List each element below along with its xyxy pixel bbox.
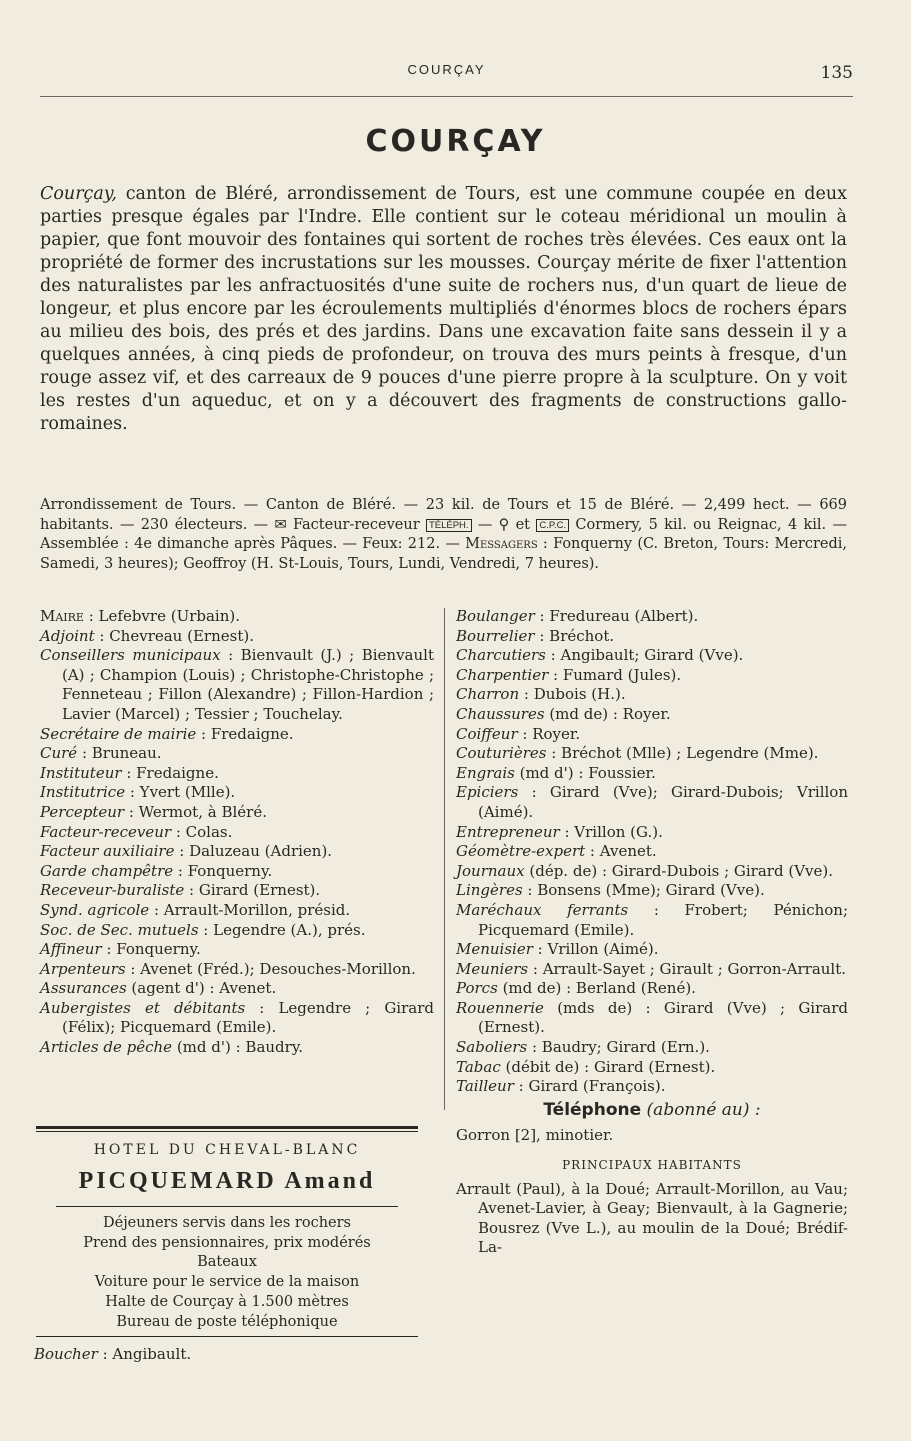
directory-entry xyxy=(40,842,434,862)
directory-entry xyxy=(456,764,848,784)
info-part-3: Cormery, 5 kil. ou Reignac, 4 kil. — Assemblée : 4e dimanche après Pâques. — Feux: 212. — xyxy=(40,516,847,552)
entry-value: : Legendre ; Girard (Félix); Picquemard (Emile). xyxy=(62,998,434,1037)
entry-label: Engrais xyxy=(456,763,515,782)
info-part-1: Arrondissement de Tours. — Canton de Bléré. — 23 kil. de Tours et 15 de Bléré. — 2,499 hect. — 669 habitants. — 230 électeurs. — ✉ Facteur-receveur xyxy=(40,497,847,533)
entry-label: Saboliers xyxy=(456,1038,528,1057)
entry-label: Conseillers municipaux xyxy=(40,646,221,665)
entry-label: Synd. agricole xyxy=(40,900,150,919)
entry-label: Facteur auxiliaire xyxy=(40,842,175,861)
entry-label: Soc. de Sec. mutuels xyxy=(40,920,199,939)
entry-value: : Yvert (Mlle). xyxy=(125,783,236,802)
boucher-entry xyxy=(34,1345,428,1365)
entry-label: Menuisier xyxy=(456,940,533,959)
directory-entry xyxy=(456,744,848,764)
habitants-heading: PRINCIPAUX HABITANTS xyxy=(562,1158,742,1173)
entry-value: : Girard (François). xyxy=(513,1077,666,1096)
directory-entry xyxy=(40,960,434,980)
entry-value: : Daluzeau (Adrien). xyxy=(174,842,333,861)
entry-value: : Angibault; Girard (Vve). xyxy=(545,646,744,665)
entry-label: Garde champêtre xyxy=(40,861,174,880)
entry-value: : Girard (Vve); Girard-Dubois; Vrillon (Aimé). xyxy=(478,783,848,821)
directory-entry xyxy=(456,1058,848,1078)
entry-label: Tabac xyxy=(456,1057,501,1076)
ad-line: Voiture pour le service de la maison xyxy=(94,1274,360,1291)
entry-label: Epiciers xyxy=(456,783,519,802)
messagers-label: Messagers xyxy=(465,536,538,552)
directory-entry xyxy=(456,1038,848,1058)
entry-label: Coiffeur xyxy=(456,724,518,743)
entry-value: : Wermot, à Bléré. xyxy=(124,802,267,821)
entry-label: Percepteur xyxy=(40,802,125,821)
ad-line: Halte de Courçay à 1.500 mètres xyxy=(105,1293,349,1310)
ad-hotel-name: HOTEL DU CHEVAL-BLANC xyxy=(93,1142,361,1158)
entry-value: : Arrault-Sayet ; Girault ; Gorron-Arrault. xyxy=(528,959,847,978)
page-number: 135 xyxy=(820,63,853,83)
entry-value: : Fredureau (Albert). xyxy=(534,607,699,625)
entry-label: Charpentier xyxy=(456,665,549,684)
entry-value: : Colas. xyxy=(171,822,233,841)
entry-value: : Girard (Ernest). xyxy=(184,881,321,900)
entry-value: : Bonsens (Mme); Girard (Vve). xyxy=(522,881,765,900)
directory-entry xyxy=(456,627,848,647)
right-column xyxy=(456,607,848,1258)
habitants-text: Arrault (Paul), à la Doué; Arrault-Morillon, au Vau; Avenet-Lavier, à Geay; Bienvault, à la Gagnerie; Bousrez (Vve L.), au moulin de la Doué; Brédif-La- xyxy=(456,1179,848,1257)
telephone-entry: Gorron [2], minotier. xyxy=(456,1126,614,1145)
entry-value: : Vrillon (G.). xyxy=(559,822,663,841)
entry-label: Institutrice xyxy=(40,783,126,802)
entry-value: : Avenet. xyxy=(585,842,657,861)
entry-label: Assurances xyxy=(40,979,127,998)
telephone-heading-title: Téléphone xyxy=(543,1099,642,1120)
entry-label: Arpenteurs xyxy=(40,959,126,978)
ad-rule-mid xyxy=(56,1206,398,1207)
column-divider xyxy=(444,608,445,1110)
ad-lines xyxy=(36,1214,418,1332)
intro-lead: Courçay, xyxy=(40,184,117,204)
entry-label: Tailleur xyxy=(456,1077,514,1096)
intro-text: canton de Bléré, arrondissement de Tours, est une commune coupée en deux parties presque égales par l'Indre. Elle contient sur le coteau méridional un moulin à papier, que font mouvoir des fontaines qui sortent de roches très élevées. Ces eaux ont la propriété de former des incrustations sur les mousses. Courçay mérite de fixer l'attention des naturalistes par les anfractuosités d'une suite de rochers nus, d'un quart de lieue de longeur, et plus encore par les écroulements multipliés d'énormes blocs de rochers épars au milieu des bois, des prés et des jardins. Dans une excavation faite sans dessein il y a quelques années, à cinq pieds de profondeur, on trouva des murs peints à fresque, d'un rouge assez vif, et des carreaux de 9 pouces d'une pierre propre à la sculpture. On y voit les restes d'un aqueduc, et on y a découvert des fragments de constructions gallo-romaines. xyxy=(40,184,847,434)
entry-value: : Fredaigne. xyxy=(121,763,219,782)
entry-value: (md de) : Royer. xyxy=(544,704,671,723)
directory-entry xyxy=(456,940,848,960)
entry-value: : Bienvault (J.) ; Bienvault (A) ; Champion (Louis) ; Christophe-Christophe ; Fenneteau ; Fillon (Alexandre) ; Fillon-Hardion ; Lavier (Marcel) ; Tessier ; Touchelay. xyxy=(62,646,434,723)
directory-entry xyxy=(456,862,848,882)
entry-label: Boulanger xyxy=(456,607,535,625)
entry-value: (mds de) : Girard (Vve) ; Girard (Ernest). xyxy=(478,998,848,1037)
entry-label: Curé xyxy=(40,744,78,763)
entry-label: Adjoint xyxy=(40,626,95,645)
directory-entry xyxy=(456,646,848,666)
intro-paragraph xyxy=(40,183,847,436)
ad-rule-bottom xyxy=(36,1336,418,1337)
entry-value: : Lefebvre (Urbain). xyxy=(83,607,241,625)
directory-entry xyxy=(456,881,848,901)
directory-entry xyxy=(40,764,434,784)
hotel-advertisement xyxy=(36,1126,418,1354)
directory-entry xyxy=(456,725,848,745)
directory-entry xyxy=(40,999,434,1038)
entry-value: : Arrault-Morillon, présid. xyxy=(149,900,351,919)
cpc-box: C.P.C. xyxy=(536,519,569,532)
info-part-4: : Fonquerny (C. Breton, Tours: Mercredi, Samedi, 3 heures); Geoffroy (H. St-Louis, Tours, Lundi, Vendredi, 7 heures). xyxy=(40,536,847,572)
entry-label: Aubergistes et débitants xyxy=(40,998,246,1017)
entry-value: : Avenet (Fréd.); Desouches-Morillon. xyxy=(125,959,416,978)
directory-entry xyxy=(40,979,434,999)
directory-entry xyxy=(456,823,848,843)
entry-value: : Baudry; Girard (Ern.). xyxy=(527,1038,710,1057)
right-entries xyxy=(456,607,848,1097)
entry-label: Bourrelier xyxy=(456,626,535,645)
directory-entry xyxy=(40,881,434,901)
entry-label: Charcutiers xyxy=(456,646,546,665)
directory-entry xyxy=(40,921,434,941)
entry-label: Meuniers xyxy=(456,959,529,978)
entry-value: : Fonquerny. xyxy=(173,861,273,880)
entry-label: Couturières xyxy=(456,744,547,763)
entry-value: : Bréchot (Mlle) ; Legendre (Mme). xyxy=(546,744,819,763)
ad-rule-top xyxy=(36,1126,418,1129)
directory-entry xyxy=(40,627,434,647)
directory-entry xyxy=(40,646,434,724)
telephone-box: TÉLÉPH. xyxy=(426,519,472,532)
entry-label: Boucher xyxy=(34,1345,98,1363)
entry-label: Lingères xyxy=(456,881,523,900)
entry-value: : Angibault. xyxy=(97,1345,192,1363)
entry-value: (débit de) : Girard (Ernest). xyxy=(500,1057,716,1076)
entry-value: : Royer. xyxy=(517,724,581,743)
telephone-heading-sub: (abonné au) : xyxy=(646,1099,761,1120)
directory-entry xyxy=(456,783,848,822)
directory-entry xyxy=(456,842,848,862)
directory-entry xyxy=(40,823,434,843)
entry-label: Géomètre-expert xyxy=(456,842,586,861)
directory-entry xyxy=(40,725,434,745)
directory-entry xyxy=(40,862,434,882)
directory-entry xyxy=(456,979,848,999)
entry-label: Articles de pêche xyxy=(40,1038,173,1057)
directory-entry xyxy=(456,705,848,725)
directory-entry xyxy=(40,901,434,921)
entry-label: Facteur-receveur xyxy=(40,822,172,841)
entry-label: Charron xyxy=(456,685,520,704)
info-part-2: — ⚲ et xyxy=(471,516,537,533)
entry-label: Entrepreneur xyxy=(456,822,560,841)
directory-entry xyxy=(456,999,848,1038)
entry-value: (md de) : Berland (René). xyxy=(497,979,696,998)
entry-value: (dép. de) : Girard-Dubois ; Girard (Vve). xyxy=(524,861,833,880)
entry-label: Receveur-buraliste xyxy=(40,881,185,900)
telephone-heading xyxy=(456,1101,848,1121)
entry-label: Rouennerie xyxy=(456,998,544,1017)
running-header xyxy=(40,60,853,97)
entry-value: : Vrillon (Aimé). xyxy=(532,940,659,959)
entry-label: Journaux xyxy=(456,861,525,880)
page-title: COURÇAY xyxy=(365,124,546,159)
entry-value: : Bruneau. xyxy=(77,744,162,763)
ad-line: Prend des pensionnaires, prix modérés xyxy=(83,1234,371,1251)
entry-label: Chaussures xyxy=(456,704,545,723)
directory-entry xyxy=(456,607,848,627)
entry-value: : Frobert; Pénichon; Picquemard (Emile). xyxy=(478,900,849,939)
entry-value: (md d') : Foussier. xyxy=(514,763,656,782)
entry-value: : Chevreau (Ernest). xyxy=(94,626,254,645)
directory-entry xyxy=(456,901,848,940)
directory-entry xyxy=(456,1077,848,1097)
directory-entry xyxy=(456,666,848,686)
directory-entry xyxy=(40,1038,434,1058)
entry-value: : Bréchot. xyxy=(534,626,615,645)
entry-label: Maire xyxy=(40,607,84,625)
ad-line: Déjeuners servis dans les rochers xyxy=(102,1215,351,1231)
entry-value: : Dubois (H.). xyxy=(519,685,626,704)
entry-label: Affineur xyxy=(40,940,102,959)
entry-value: : Legendre (A.), prés. xyxy=(198,920,366,939)
entry-value: : Fumard (Jules). xyxy=(548,665,682,684)
info-paragraph xyxy=(40,496,847,574)
entry-label: Maréchaux ferrants xyxy=(456,900,629,919)
directory-entry xyxy=(40,744,434,764)
ad-proprietor: PICQUEMARD Amand xyxy=(78,1168,376,1194)
directory-entry xyxy=(40,803,434,823)
entry-value: : Fredaigne. xyxy=(196,724,294,743)
entry-value: (agent d') : Avenet. xyxy=(126,979,277,998)
directory-entry xyxy=(456,960,848,980)
entry-label: Secrétaire de mairie xyxy=(40,724,197,743)
entry-label: Porcs xyxy=(456,979,498,998)
directory-entry xyxy=(456,685,848,705)
ad-line: Bureau de poste téléphonique xyxy=(116,1313,338,1330)
entry-label: Instituteur xyxy=(40,763,122,782)
directory-entry xyxy=(40,783,434,803)
ad-line: Bateaux xyxy=(197,1254,257,1271)
directory-entry xyxy=(40,607,434,627)
running-title: COURÇAY xyxy=(407,62,486,77)
entry-value: (md d') : Baudry. xyxy=(172,1038,304,1057)
directory-entry xyxy=(40,940,434,960)
ad-rule-top-thin xyxy=(36,1131,418,1132)
entry-value: : Fonquerny. xyxy=(101,940,201,959)
left-column xyxy=(40,607,434,1058)
